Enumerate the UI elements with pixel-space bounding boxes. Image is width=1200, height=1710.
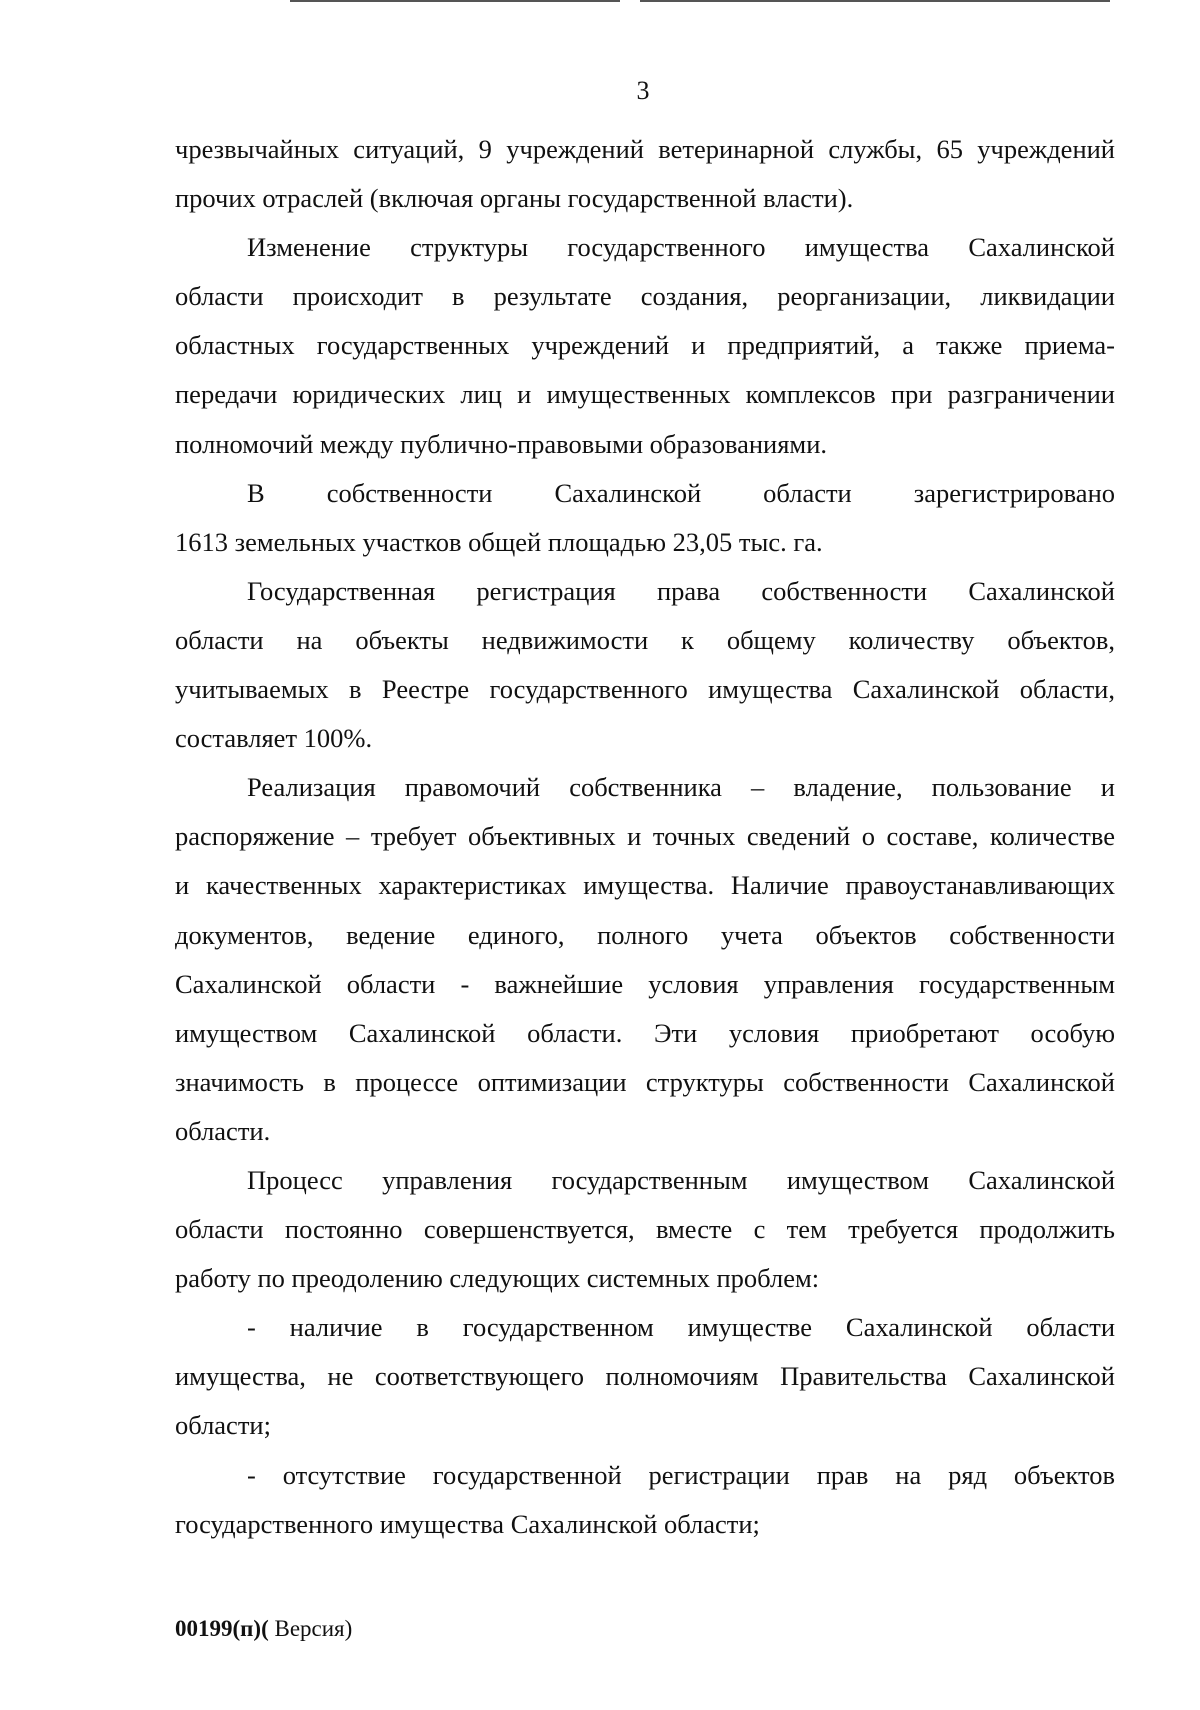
document-code: 00199(п)( [175, 1616, 269, 1641]
text-line: имуществом Сахалинской области. Эти условия приобретают особую [175, 1017, 1115, 1048]
text-line: документов, ведение единого, полного учета объектов собственности [175, 919, 1115, 950]
text-line: полномочий между публично-правовыми образованиями. [175, 428, 828, 459]
page-number: 3 [636, 76, 650, 105]
text-line: Изменение структуры государственного имущества Сахалинской [247, 232, 1115, 263]
text-line: 1613 земельных участков общей площадью 23,05 тыс. га. [175, 526, 823, 557]
text-line: области на объекты недвижимости к общему количеству объектов, [175, 624, 1115, 655]
text-line: чрезвычайных ситуаций, 9 учреждений ветеринарной службы, 65 учреждений [175, 134, 1115, 164]
text-line: учитываемых в Реестре государственного имущества Сахалинской области, [175, 674, 1115, 705]
text-line: области постоянно совершенствуется, вместе с тем требуется продолжить [175, 1214, 1115, 1245]
text-line: работу по преодолению следующих системных проблем: [175, 1263, 820, 1294]
text-line: области; [175, 1410, 271, 1441]
text-line: - наличие в государственном имуществе Сахалинской области [247, 1312, 1115, 1343]
scan-edge-line [640, 0, 1110, 2]
text-line: областных государственных учреждений и предприятий, а также приема- [175, 330, 1115, 361]
text-line: составляет 100%. [175, 723, 373, 754]
document-body [175, 125, 1115, 1549]
text-line: прочих отраслей (включая органы государственной власти). [175, 183, 854, 214]
text-line: области происходит в результате создания, реорганизации, ликвидации [175, 281, 1115, 312]
document-footer [175, 1616, 352, 1642]
text-line: передачи юридических лиц и имущественных комплексов при разграничении [175, 379, 1115, 410]
text-line: Государственная регистрация права собственности Сахалинской [247, 575, 1115, 606]
text-line: Сахалинской области - важнейшие условия управления государственным [175, 968, 1115, 999]
text-line: распоряжение – требует объективных и точных сведений о составе, количестве [175, 821, 1115, 852]
text-line: Реализация правомочий собственника – владение, пользование и [247, 772, 1115, 803]
scan-edge-line [290, 0, 620, 2]
text-line: и качественных характеристиках имущества. Наличие правоустанавливающих [175, 870, 1115, 901]
text-line: значимость в процессе оптимизации структуры собственности Сахалинской [175, 1066, 1115, 1097]
text-line: государственного имущества Сахалинской области; [175, 1508, 760, 1539]
text-line: В собственности Сахалинской области зарегистрировано [247, 477, 1115, 508]
text-line: - отсутствие государственной регистрации прав на ряд объектов [247, 1459, 1115, 1490]
text-line: имущества, не соответствующего полномочиям Правительства Сахалинской [175, 1361, 1115, 1392]
text-line: области. [175, 1115, 271, 1146]
document-version: Версия) [268, 1616, 353, 1641]
text-line: Процесс управления государственным имуществом Сахалинской [247, 1164, 1115, 1195]
